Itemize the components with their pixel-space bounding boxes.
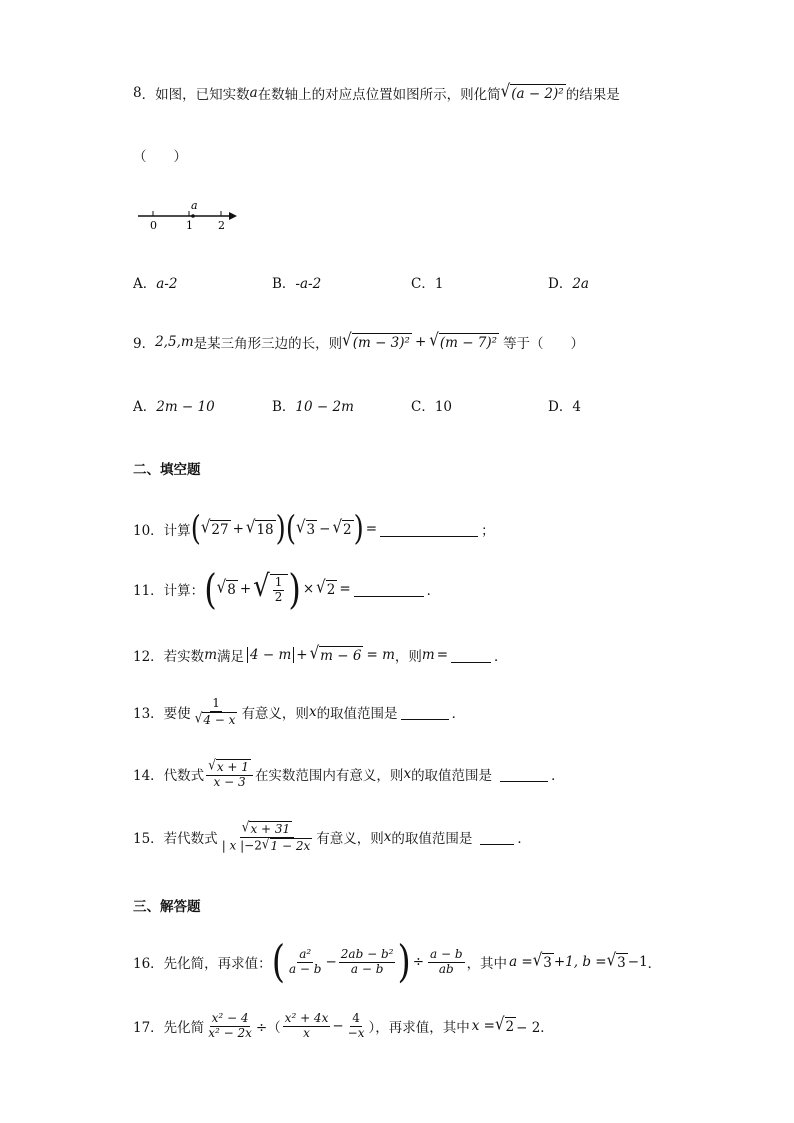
question-11: 11．计算： ( √ 8 + √ $\frac{1}{2}$ ) × √ 2 = ． (133, 564, 441, 614)
question-14: 14．代数式 √ x + 1 x − 3 在实数范围内有意义，则 x 的取值范围是 ． (133, 756, 565, 789)
q8-number: 8 (133, 85, 142, 101)
q9-option-d[interactable]: D．4 (548, 399, 581, 415)
number-line-label-1: 1 (186, 219, 193, 232)
answer-blank[interactable] (401, 705, 449, 720)
answer-blank[interactable] (500, 767, 548, 782)
question-9-stem: 9． 2,5,m 是某三角形三边的长，则 √ (m − 3)² + √ (m − 7)² 等于（ ） (133, 329, 585, 352)
q8-option-a[interactable]: A．a-2 (133, 276, 178, 292)
question-12: 12．若实数 m 满足 4 − m + √ m − 6 = m ，则 m = ． (133, 642, 508, 665)
number-line-label-a: a (191, 199, 198, 212)
answer-blank[interactable] (451, 648, 491, 663)
answer-blank[interactable] (480, 830, 514, 845)
question-15: 15．若代数式 √ x + 31 | x |−2 √ 1 − 2x 有意义，则 x 的取值范围是 ． (133, 818, 531, 853)
answer-blank[interactable] (354, 582, 424, 597)
number-line-label-0: 0 (150, 219, 157, 232)
question-17: 17．先化简 $\frac{\text{x² − 4}}{\text{x² − 2x}}$ ÷（ $\frac{\text{x² + 4x}}{x}$ − $\frac{4}{-x}$ ），再求值，其中 x = √ 2 − 2． (133, 1011, 554, 1040)
answer-blank[interactable] (380, 522, 478, 537)
sqrt-expression: √ (a − 2)² (500, 80, 564, 102)
question-8-stem: 8 ．如图，已知实数 a 在数轴上的对应点位置如图所示，则化简 √ (a − 2)² 的结果是 (133, 80, 620, 103)
question-13: 13．要使 1 √ 4 − x 有意义，则 x 的取值范围是 ． (133, 696, 466, 727)
question-10: 10．计算 ( √ 27 + √ 18 ) ( √ 3 − √ 2 ) = ； (133, 509, 495, 549)
number-line (133, 196, 243, 236)
section-fill-in-heading: 二、填空题 (133, 462, 201, 478)
number-line-label-2: 2 (218, 219, 225, 232)
question-16: 16．先化简，再求值： ( $\frac{\text{a²}}{a - b}$ − $\frac{\text{2ab − b²}}{a - b}$ ) ÷ $\frac{a - b}{ab}$ ，其中 a = √ 3 +1, b = √ 3 −1 ． (133, 936, 662, 988)
q8-option-c[interactable]: C．1 (411, 276, 444, 292)
q8-option-d[interactable]: D．2a (548, 276, 589, 292)
q8-answer-paren: （ ） (133, 149, 187, 165)
q9-option-a[interactable]: A．2m − 10 (133, 399, 215, 415)
q8-option-b[interactable]: B．-a-2 (272, 276, 322, 292)
section-solve-heading: 三、解答题 (133, 899, 201, 915)
q9-option-b[interactable]: B．10 − 2m (272, 399, 354, 415)
q9-option-c[interactable]: C．10 (411, 399, 453, 415)
